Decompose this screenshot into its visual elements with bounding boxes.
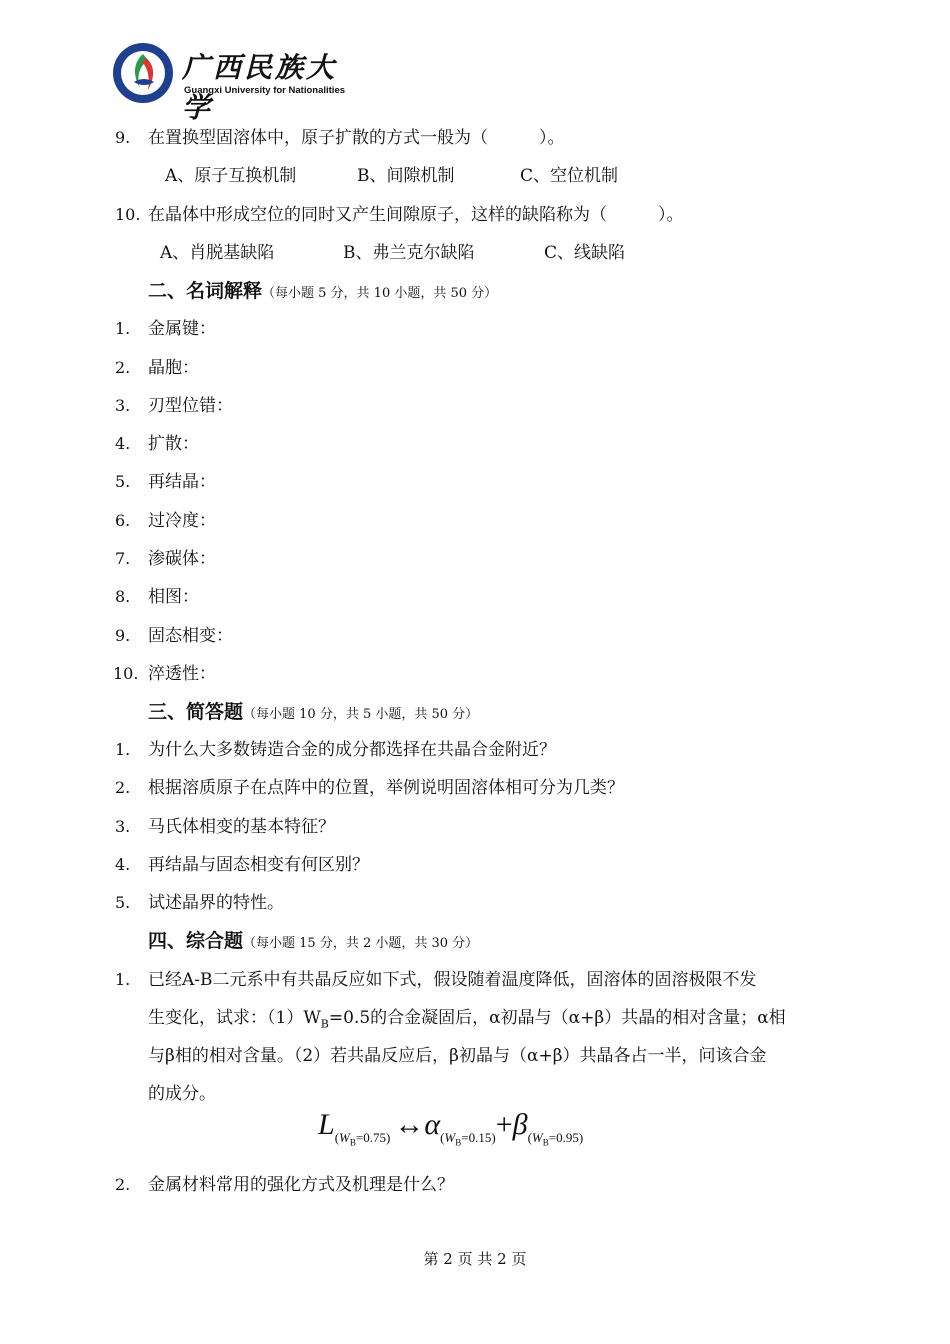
short-answer-item: 为什么大多数铸造合金的成分都选择在共晶合金附近？ — [148, 740, 556, 760]
formula-liquid: L — [318, 1108, 335, 1141]
item-number: 10. — [113, 664, 139, 683]
formula-w: W — [339, 1130, 350, 1145]
term-item: 相图： — [148, 587, 199, 607]
item-number: 5. — [115, 893, 131, 912]
question-text: 在晶体中形成空位的同时又产生间隙原子，这样的缺陷称为（ ）。 — [148, 205, 684, 225]
option-c: C、线缺陷 — [544, 243, 626, 263]
comprehensive-question-line: 与β相的相对含量。（2）若共晶反应后，β初晶与（α+β）共晶各占一半，问该合金 — [148, 1046, 767, 1066]
section-title-text: 三、简答题 — [148, 701, 244, 723]
formula-arrow: ↔ — [394, 1108, 425, 1141]
item-number: 8. — [115, 587, 131, 606]
term-item: 刃型位错： — [148, 396, 233, 416]
item-number: 7. — [115, 549, 131, 568]
item-number: 2. — [115, 778, 131, 797]
short-answer-item: 再结晶与固态相变有何区别？ — [148, 855, 369, 875]
question-number: 10. — [115, 205, 141, 224]
term-item: 固态相变： — [148, 626, 233, 646]
formula-paren: ( — [334, 1130, 340, 1145]
text-part: 生变化，试求：（1）W — [148, 1008, 321, 1028]
subscript: B — [320, 1017, 329, 1031]
comprehensive-question-line: 金属材料常用的强化方式及机理是什么？ — [148, 1175, 454, 1195]
item-number: 2. — [115, 358, 131, 377]
formula-paren: ( — [527, 1130, 532, 1145]
section-note: （每小题 5 分，共 10 小题，共 50 分） — [262, 286, 498, 301]
term-item: 扩散： — [148, 434, 199, 454]
university-name-en: Guangxi University for Nationalities — [184, 85, 346, 96]
formula-plus: + — [495, 1108, 513, 1141]
option-a: A、肖脱基缺陷 — [160, 243, 275, 263]
formula-b: B — [455, 1137, 462, 1148]
term-item: 过冷度： — [148, 511, 216, 531]
university-name-cn: 广西民族大学 — [182, 51, 338, 124]
item-number: 4. — [115, 855, 131, 874]
option-a: A、原子互换机制 — [165, 166, 297, 186]
term-item: 再结晶： — [148, 472, 216, 492]
formula-value: =0.15) — [461, 1130, 496, 1145]
formula-paren: ( — [440, 1130, 445, 1145]
item-number: 1. — [115, 970, 131, 989]
comprehensive-question-line — [148, 1007, 786, 1035]
item-number: 4. — [115, 434, 131, 453]
text-part: =0.5的合金凝固后，α初晶与（α+β）共晶的相对含量；α相 — [328, 1008, 786, 1028]
section-title-4 — [148, 929, 478, 956]
short-answer-item: 根据溶质原子在点阵中的位置，举例说明固溶体相可分为几类？ — [148, 778, 624, 798]
item-number: 3. — [115, 817, 131, 836]
page-footer: 第 2 页 共 2 页 — [423, 1250, 527, 1268]
university-seal-icon — [112, 42, 174, 104]
item-number: 3. — [115, 396, 131, 415]
option-c: C、空位机制 — [520, 166, 619, 186]
option-b: B、间隙机制 — [357, 166, 455, 186]
section-title-text: 二、名词解释 — [148, 280, 263, 302]
university-logo — [112, 42, 352, 124]
item-number: 9. — [115, 626, 131, 645]
formula-beta: β — [512, 1108, 528, 1141]
question-text: 在置换型固溶体中，原子扩散的方式一般为（ ）。 — [148, 128, 565, 148]
formula-value: =0.95) — [548, 1130, 584, 1145]
term-item: 晶胞： — [148, 358, 199, 378]
short-answer-item: 马氏体相变的基本特征？ — [148, 817, 335, 837]
comprehensive-question-line: 已经A-B二元系中有共晶反应如下式，假设随着温度降低，固溶体的固溶极限不发 — [148, 970, 757, 990]
formula-w: W — [444, 1130, 456, 1145]
section-title-3 — [148, 700, 478, 727]
eutectic-reaction-formula — [318, 1108, 583, 1148]
item-number: 2. — [115, 1175, 131, 1194]
formula-b: B — [349, 1137, 356, 1148]
item-number: 6. — [115, 511, 131, 530]
section-note: （每小题 15 分，共 2 小题，共 30 分） — [243, 936, 479, 951]
term-item: 渗碳体： — [148, 549, 216, 569]
term-item: 淬透性： — [148, 664, 216, 684]
formula-b: B — [542, 1137, 549, 1148]
question-number: 9. — [115, 128, 131, 147]
term-item: 金属键： — [148, 319, 216, 339]
formula-value: =0.75) — [355, 1130, 391, 1145]
section-title-text: 四、综合题 — [148, 930, 244, 952]
formula-alpha: α — [424, 1108, 441, 1141]
short-answer-item: 试述晶界的特性。 — [148, 893, 284, 913]
option-b: B、弗兰克尔缺陷 — [343, 243, 475, 263]
section-title-2 — [148, 279, 497, 306]
item-number: 1. — [115, 740, 131, 759]
item-number: 1. — [115, 319, 131, 338]
item-number: 5. — [115, 472, 131, 491]
comprehensive-question-line: 的成分。 — [148, 1084, 216, 1104]
section-note: （每小题 10 分，共 5 小题，共 50 分） — [243, 707, 479, 722]
formula-w: W — [531, 1130, 543, 1145]
